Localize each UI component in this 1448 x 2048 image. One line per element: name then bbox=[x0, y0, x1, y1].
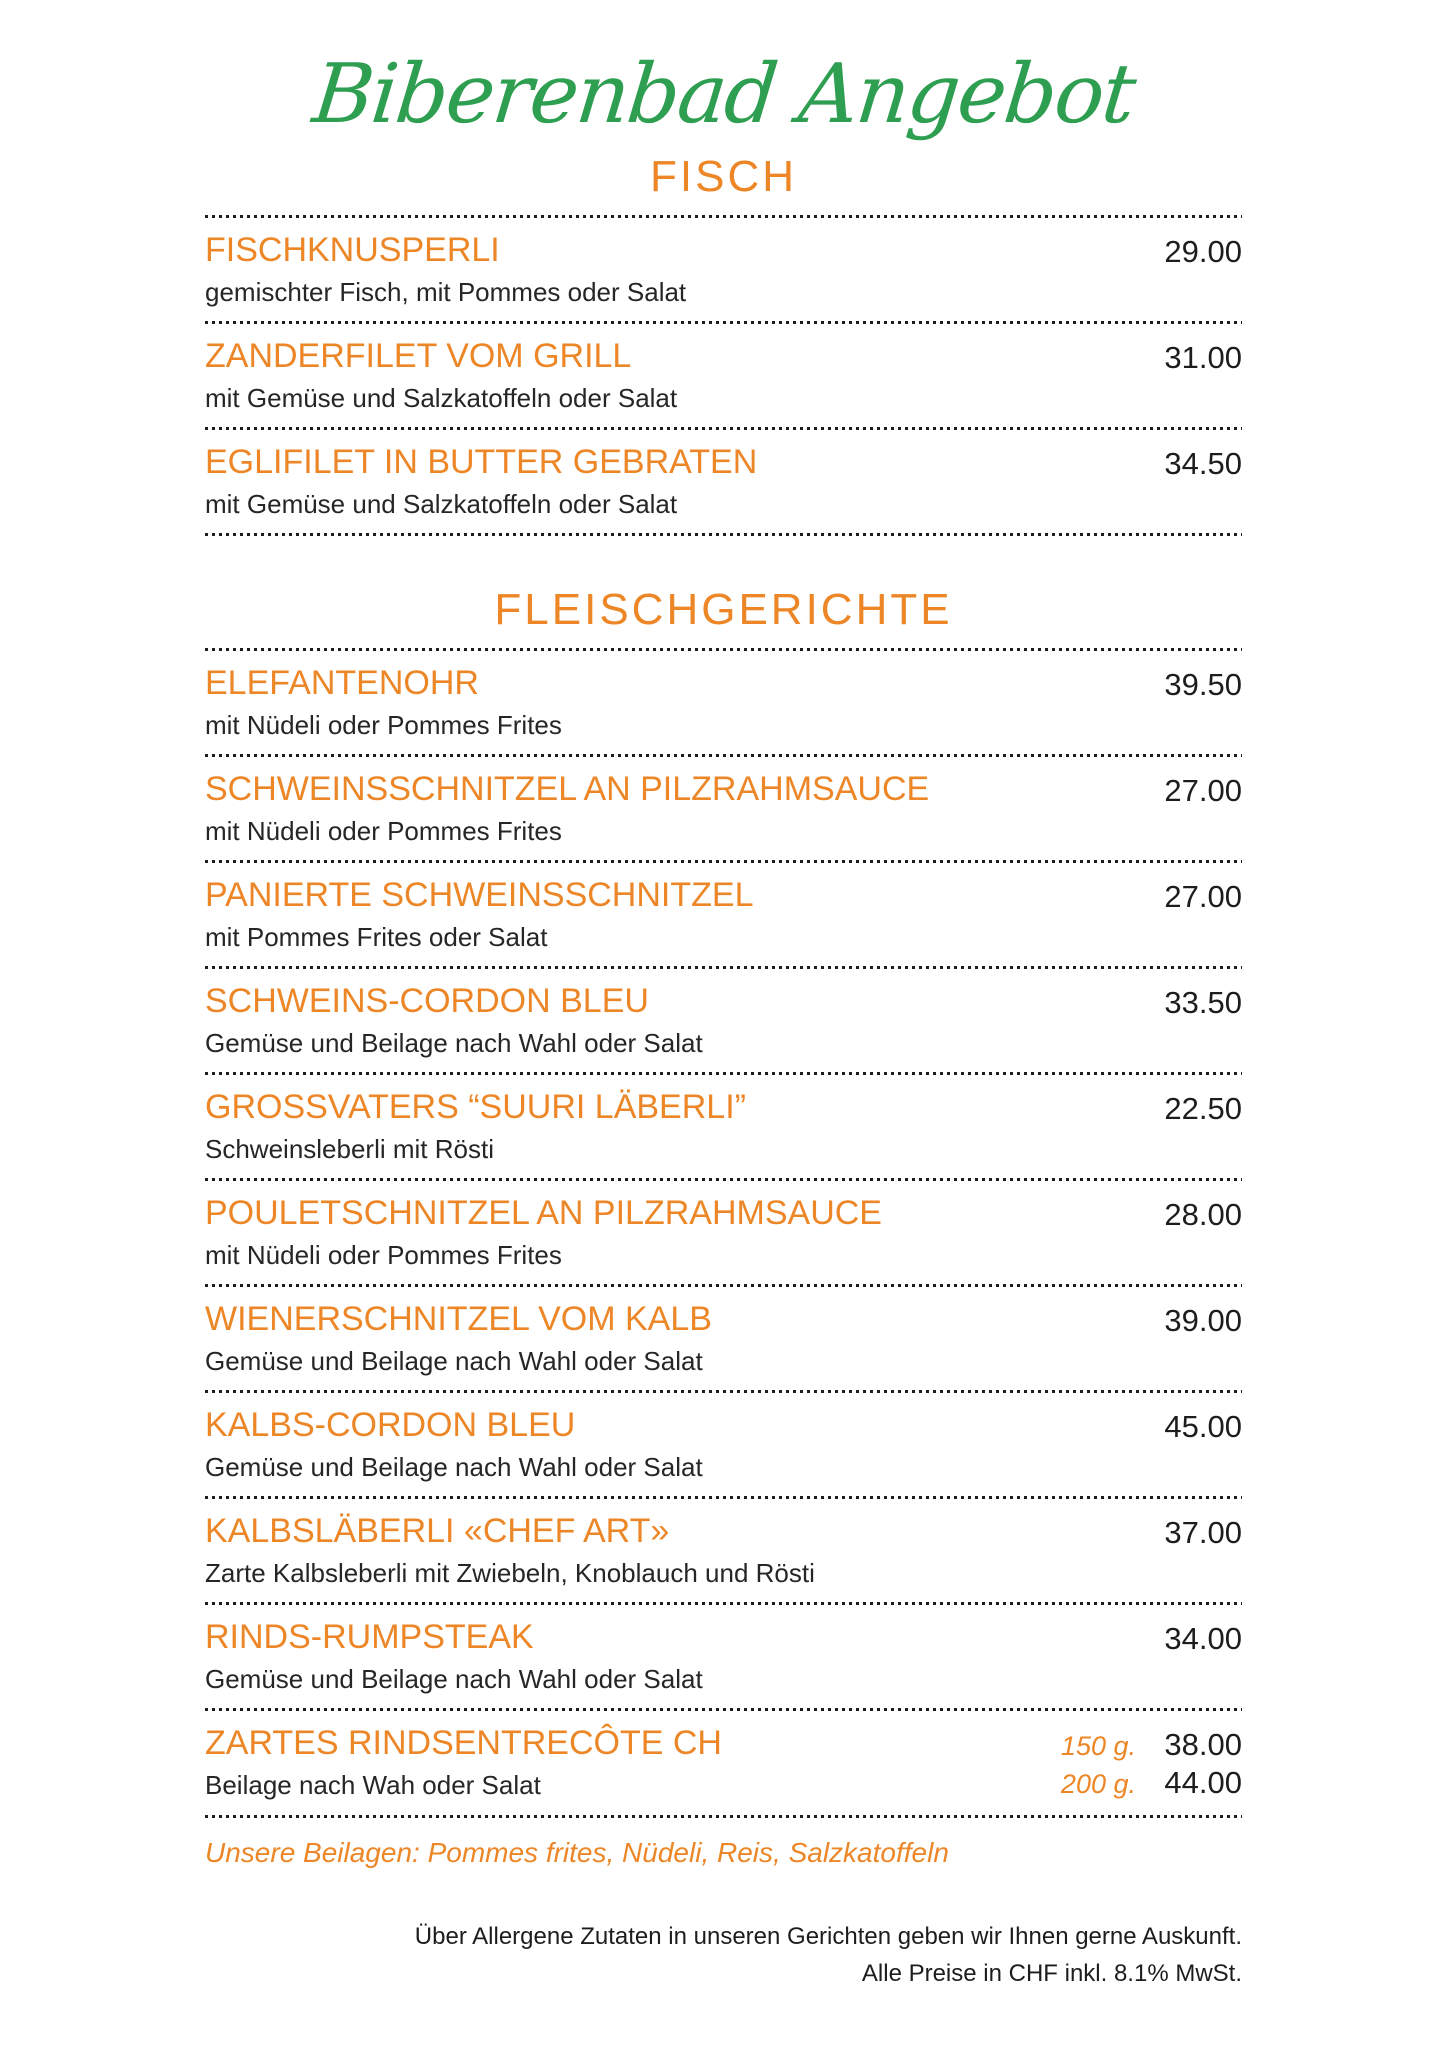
item-description: Gemüse und Beilage nach Wahl oder Salat bbox=[205, 1664, 703, 1695]
menu-item-text bbox=[205, 982, 1154, 1059]
footer-vat-line: Alle Preise in CHF inkl. 8.1% MwSt. bbox=[861, 1959, 1242, 1987]
item-price: 37.00 bbox=[1164, 1515, 1242, 1551]
item-description: Gemüse und Beilage nach Wahl oder Salat bbox=[205, 1452, 703, 1483]
menu-item-text bbox=[205, 443, 1154, 520]
menu-item-row bbox=[205, 969, 1242, 1072]
price-row bbox=[1154, 1302, 1242, 1340]
menu-item bbox=[205, 969, 1242, 1075]
menu-item-text bbox=[205, 876, 1154, 953]
item-prices bbox=[1154, 1406, 1242, 1446]
menu-item-text bbox=[205, 1724, 1061, 1801]
item-name: GROSSVATERS “SUURI LÄBERLI” bbox=[205, 1088, 746, 1127]
item-name: ELEFANTENOHR bbox=[205, 664, 479, 703]
menu-item-row bbox=[205, 757, 1242, 860]
menu-item-text bbox=[205, 337, 1154, 414]
menu-item-row bbox=[205, 863, 1242, 966]
item-description: Zarte Kalbsleberli mit Zwiebeln, Knoblauch und Rösti bbox=[205, 1558, 815, 1589]
menu-item-text bbox=[205, 231, 1154, 308]
menu-item-row bbox=[205, 324, 1242, 427]
menu-item-row bbox=[205, 1499, 1242, 1602]
section-title: FISCH bbox=[650, 151, 797, 201]
menu-item-row bbox=[205, 1287, 1242, 1390]
price-row bbox=[1154, 1620, 1242, 1658]
item-description: mit Pommes Frites oder Salat bbox=[205, 922, 548, 953]
item-price: 39.50 bbox=[1164, 667, 1242, 703]
item-name: KALBSLÄBERLI «CHEF ART» bbox=[205, 1512, 670, 1551]
brand-script-title: Biberenbad Angebot bbox=[308, 47, 1139, 142]
menu-item bbox=[205, 863, 1242, 969]
item-price: 27.00 bbox=[1164, 773, 1242, 809]
item-name: KALBS-CORDON BLEU bbox=[205, 1406, 576, 1445]
item-price: 27.00 bbox=[1164, 879, 1242, 915]
menu-item bbox=[205, 1393, 1242, 1499]
item-description: Schweinsleberli mit Rösti bbox=[205, 1134, 494, 1165]
item-name: EGLIFILET IN BUTTER GEBRATEN bbox=[205, 442, 758, 481]
menu-item-text bbox=[205, 1194, 1154, 1271]
item-description: mit Gemüse und Salzkatoffeln oder Salat bbox=[205, 382, 678, 413]
price-row bbox=[1154, 666, 1242, 704]
item-prices bbox=[1154, 231, 1242, 271]
item-prices bbox=[1061, 1724, 1242, 1802]
section-items bbox=[205, 218, 1242, 536]
menu-item bbox=[205, 1605, 1242, 1711]
item-name: SCHWEINSSCHNITZEL AN PILZRAHMSAUCE bbox=[205, 770, 930, 809]
item-description: Gemüse und Beilage nach Wahl oder Salat bbox=[205, 1346, 703, 1377]
item-name: PANIERTE SCHWEINSSCHNITZEL bbox=[205, 876, 754, 915]
item-prices bbox=[1154, 982, 1242, 1022]
price-row bbox=[1154, 1514, 1242, 1552]
item-prices bbox=[1154, 1618, 1242, 1658]
menu-item bbox=[205, 1287, 1242, 1393]
menu-item-row bbox=[205, 1075, 1242, 1178]
item-price: 34.00 bbox=[1164, 1621, 1242, 1657]
menu-section bbox=[205, 153, 1242, 536]
menu-item-text bbox=[205, 1406, 1154, 1483]
price-row bbox=[1061, 1764, 1242, 1802]
item-price: 44.00 bbox=[1164, 1764, 1242, 1800]
price-row bbox=[1154, 1408, 1242, 1446]
item-name: SCHWEINS-CORDON BLEU bbox=[205, 982, 649, 1021]
item-price: 38.00 bbox=[1164, 1727, 1242, 1763]
dotted-divider bbox=[205, 1815, 1242, 1818]
section-title: FLEISCHGERICHTE bbox=[494, 584, 953, 634]
menu-item-row bbox=[205, 1605, 1242, 1708]
footer bbox=[205, 1918, 1242, 1992]
item-price: 29.00 bbox=[1164, 233, 1242, 269]
menu-item-text bbox=[205, 664, 1154, 741]
footer-allergen-line: Über Allergene Zutaten in unseren Gerichten geben wir Ihnen gerne Auskunft. bbox=[414, 1922, 1242, 1950]
item-description: Beilage nach Wah oder Salat bbox=[205, 1770, 541, 1801]
menu-item-row bbox=[205, 1711, 1242, 1815]
menu-item bbox=[205, 1499, 1242, 1605]
item-name: WIENERSCHNITZEL VOM KALB bbox=[205, 1300, 712, 1339]
menu-item-text bbox=[205, 1618, 1154, 1695]
menu-sections bbox=[205, 147, 1242, 1870]
item-prices bbox=[1154, 1088, 1242, 1128]
price-row bbox=[1154, 1090, 1242, 1128]
price-row bbox=[1154, 878, 1242, 916]
menu-item-row bbox=[205, 1181, 1242, 1284]
menu-item bbox=[205, 1711, 1242, 1818]
menu-item bbox=[205, 218, 1242, 324]
menu-item bbox=[205, 430, 1242, 536]
menu-item-text bbox=[205, 1088, 1154, 1165]
menu-item-text bbox=[205, 770, 1154, 847]
item-prices bbox=[1154, 770, 1242, 810]
item-price: 34.50 bbox=[1164, 445, 1242, 481]
menu-item bbox=[205, 324, 1242, 430]
menu-item-row bbox=[205, 218, 1242, 321]
item-prices bbox=[1154, 1512, 1242, 1552]
section-items bbox=[205, 651, 1242, 1817]
item-name: RINDS-RUMPSTEAK bbox=[205, 1618, 534, 1657]
item-prices bbox=[1154, 337, 1242, 377]
item-price: 28.00 bbox=[1164, 1197, 1242, 1233]
menu-item-row bbox=[205, 430, 1242, 533]
item-price: 45.00 bbox=[1164, 1409, 1242, 1445]
menu-item bbox=[205, 651, 1242, 757]
item-prices bbox=[1154, 1194, 1242, 1234]
item-price: 39.00 bbox=[1164, 1303, 1242, 1339]
portion-label: 150 g. bbox=[1060, 1731, 1136, 1762]
item-name: ZARTES RINDSENTRECÔTE CH bbox=[205, 1724, 722, 1763]
dotted-divider bbox=[205, 533, 1242, 536]
menu-item-text bbox=[205, 1512, 1154, 1589]
price-row bbox=[1154, 445, 1242, 483]
item-name: FISCHKNUSPERLI bbox=[205, 230, 500, 269]
portion-label: 200 g. bbox=[1060, 1768, 1136, 1799]
menu-section bbox=[205, 586, 1242, 1869]
price-row bbox=[1154, 339, 1242, 377]
item-price: 33.50 bbox=[1164, 985, 1242, 1021]
item-description: mit Nüdeli oder Pommes Frites bbox=[205, 816, 562, 847]
menu-item-row bbox=[205, 651, 1242, 754]
item-description: mit Nüdeli oder Pommes Frites bbox=[205, 710, 562, 741]
price-row bbox=[1154, 984, 1242, 1022]
menu-item-text bbox=[205, 1300, 1154, 1377]
section-note: Unsere Beilagen: Pommes frites, Nüdeli, Reis, Salzkatoffeln bbox=[205, 1836, 949, 1868]
menu-item bbox=[205, 757, 1242, 863]
item-prices bbox=[1154, 1300, 1242, 1340]
item-description: Gemüse und Beilage nach Wahl oder Salat bbox=[205, 1028, 703, 1059]
item-name: POULETSCHNITZEL AN PILZRAHMSAUCE bbox=[205, 1194, 882, 1233]
price-row bbox=[1154, 1196, 1242, 1234]
item-prices bbox=[1154, 443, 1242, 483]
item-price: 22.50 bbox=[1164, 1091, 1242, 1127]
price-row bbox=[1154, 233, 1242, 271]
menu-item bbox=[205, 1181, 1242, 1287]
price-row bbox=[1061, 1726, 1242, 1764]
item-description: gemischter Fisch, mit Pommes oder Salat bbox=[205, 276, 687, 307]
item-price: 31.00 bbox=[1164, 339, 1242, 375]
item-prices bbox=[1154, 876, 1242, 916]
item-prices bbox=[1154, 664, 1242, 704]
item-name: ZANDERFILET VOM GRILL bbox=[205, 336, 632, 375]
item-description: mit Nüdeli oder Pommes Frites bbox=[205, 1240, 562, 1271]
menu-item-row bbox=[205, 1393, 1242, 1496]
menu-item bbox=[205, 1075, 1242, 1181]
price-row bbox=[1154, 772, 1242, 810]
item-description: mit Gemüse und Salzkatoffeln oder Salat bbox=[205, 488, 678, 519]
